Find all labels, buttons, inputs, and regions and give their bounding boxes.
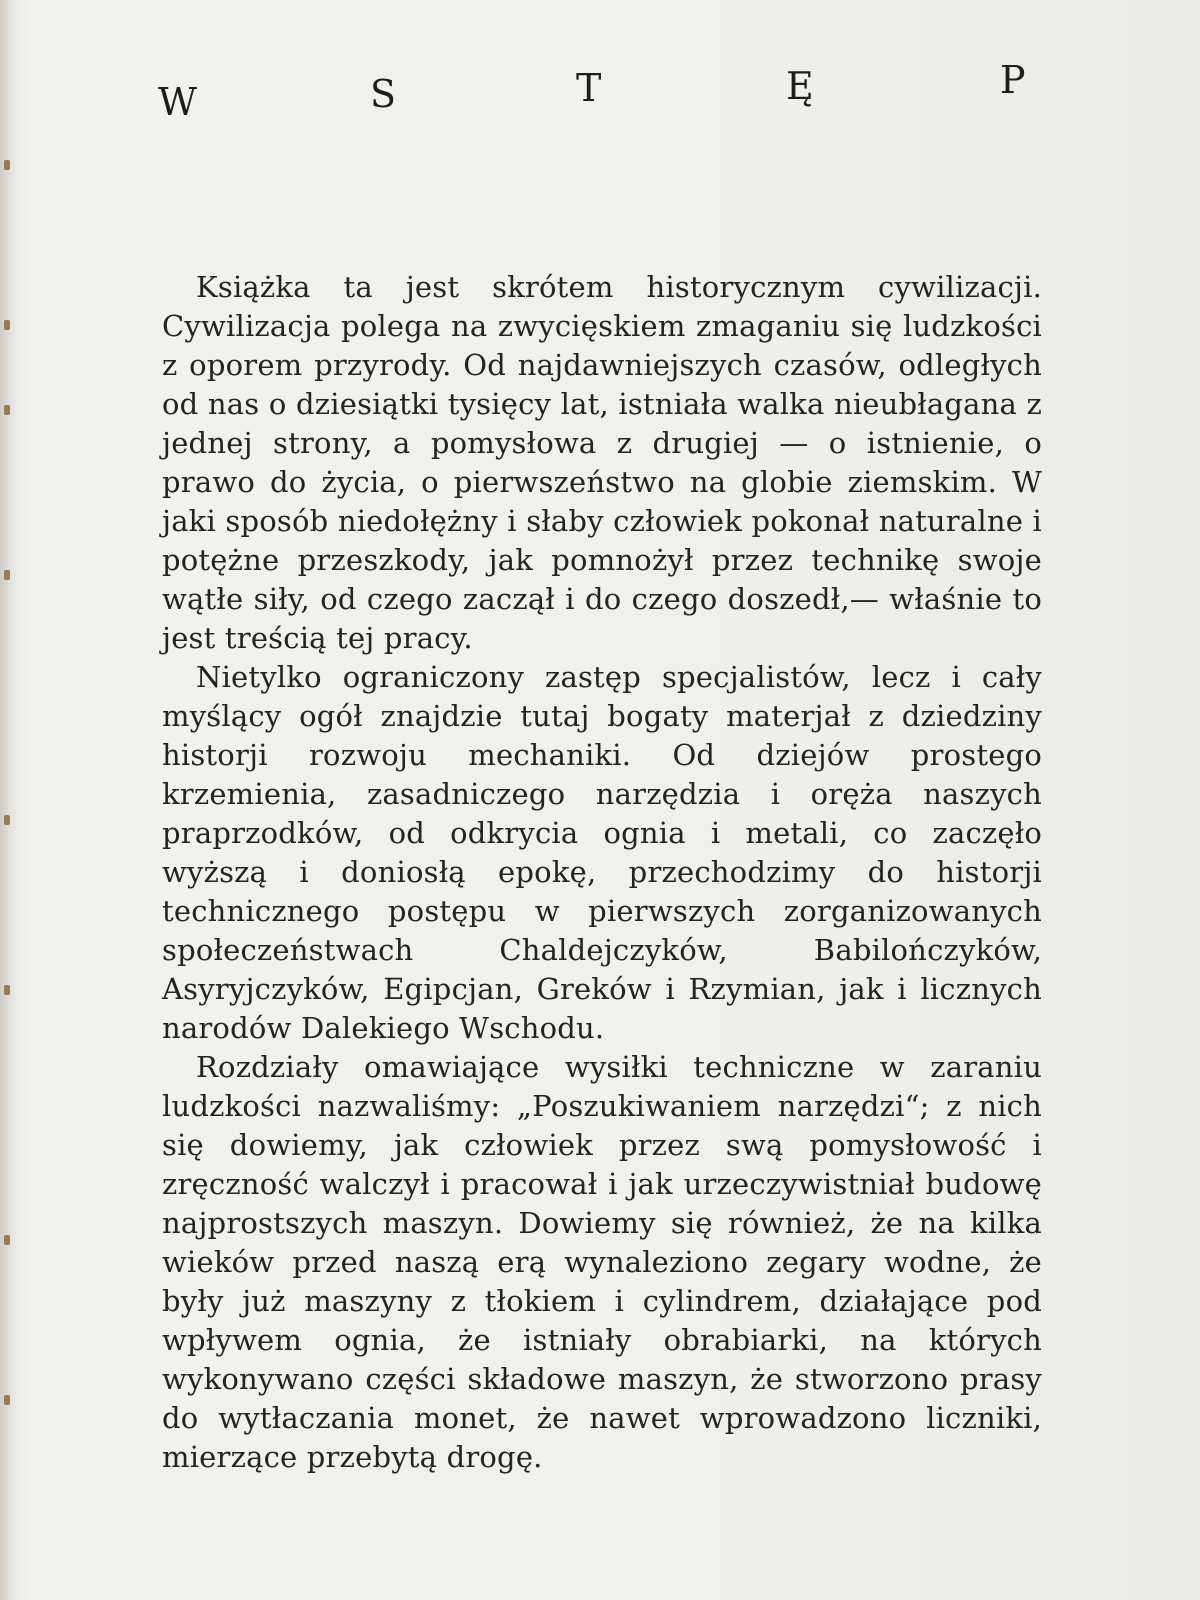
binding-stitch bbox=[4, 815, 10, 825]
binding-stitch bbox=[4, 570, 10, 580]
binding-stitch bbox=[4, 1235, 10, 1245]
heading-letter: Ę bbox=[786, 64, 814, 108]
paragraph: Książka ta jest skrótem historycznym cywilizacji. Cywilizacja polega na zwycięskiem zmaganiu się ludzkości z oporem przyrody. Od najdawniejszych czasów, odległych od nas o dziesiątki tysięcy lat, istniała walka nieubłagana z jednej strony, a pomysłowa z drugiej — o istnienie, o prawo do życia, o pierwszeństwo na globie ziemskim. W jaki sposób niedołężny i słaby człowiek pokonał naturalne i potężne przeszkody, jak pomnożył przez technikę swoje wątłe siły, od czego zaczął i do czego doszedł,— właśnie to jest treścią tej pracy. bbox=[162, 270, 1042, 655]
binding-stitch bbox=[4, 320, 10, 330]
binding-stitch bbox=[4, 985, 10, 995]
heading-letter: W bbox=[158, 80, 198, 124]
paragraph: Rozdziały omawiające wysiłki techniczne w zaraniu ludzkości nazwaliśmy: „Poszukiwaniem narzędzi“; z nich się dowiemy, jak człowiek przez swą pomysłowość i zręczność walczył i pracował i jak urzeczywistniał budowę najprostszych maszyn. Dowiemy się również, że na kilka wieków przed naszą erą wynaleziono zegary wodne, że były już maszyny z tłokiem i cylindrem, działające pod wpływem ognia, że istniały obrabiarki, na których wykonywano części składowe maszyn, że stworzono prasy do wytłaczania monet, że nawet wprowadzono liczniki, mierzące przebytą drogę. bbox=[162, 1050, 1042, 1474]
binding-stitch bbox=[4, 160, 10, 170]
page-binding bbox=[0, 0, 18, 1600]
binding-stitch bbox=[4, 405, 10, 415]
heading-letter: P bbox=[1000, 58, 1026, 102]
binding-stitch bbox=[4, 1395, 10, 1405]
paragraph: Nietylko ograniczony zastęp specjalistów, lecz i cały myślący ogół znajdzie tutaj bogaty materjał z dziedziny historji rozwoju mechaniki. Od dziejów prostego krzemienia, zasadniczego narzędzia i oręża naszych praprzodków, od odkrycia ognia i metali, co zaczęło wyższą i doniosłą epokę, przechodzimy do historji technicznego postępu w pierwszych zorganizowanych społeczeństwach Chaldejczyków, Babilończyków, Asyryjczyków, Egipcjan, Greków i Rzymian, jak i licznych narodów Dalekiego Wschodu. bbox=[162, 660, 1042, 1045]
heading-letter: T bbox=[576, 66, 602, 110]
heading-letter: S bbox=[370, 72, 397, 116]
body-text bbox=[162, 268, 1042, 1477]
chapter-heading bbox=[158, 56, 1038, 126]
